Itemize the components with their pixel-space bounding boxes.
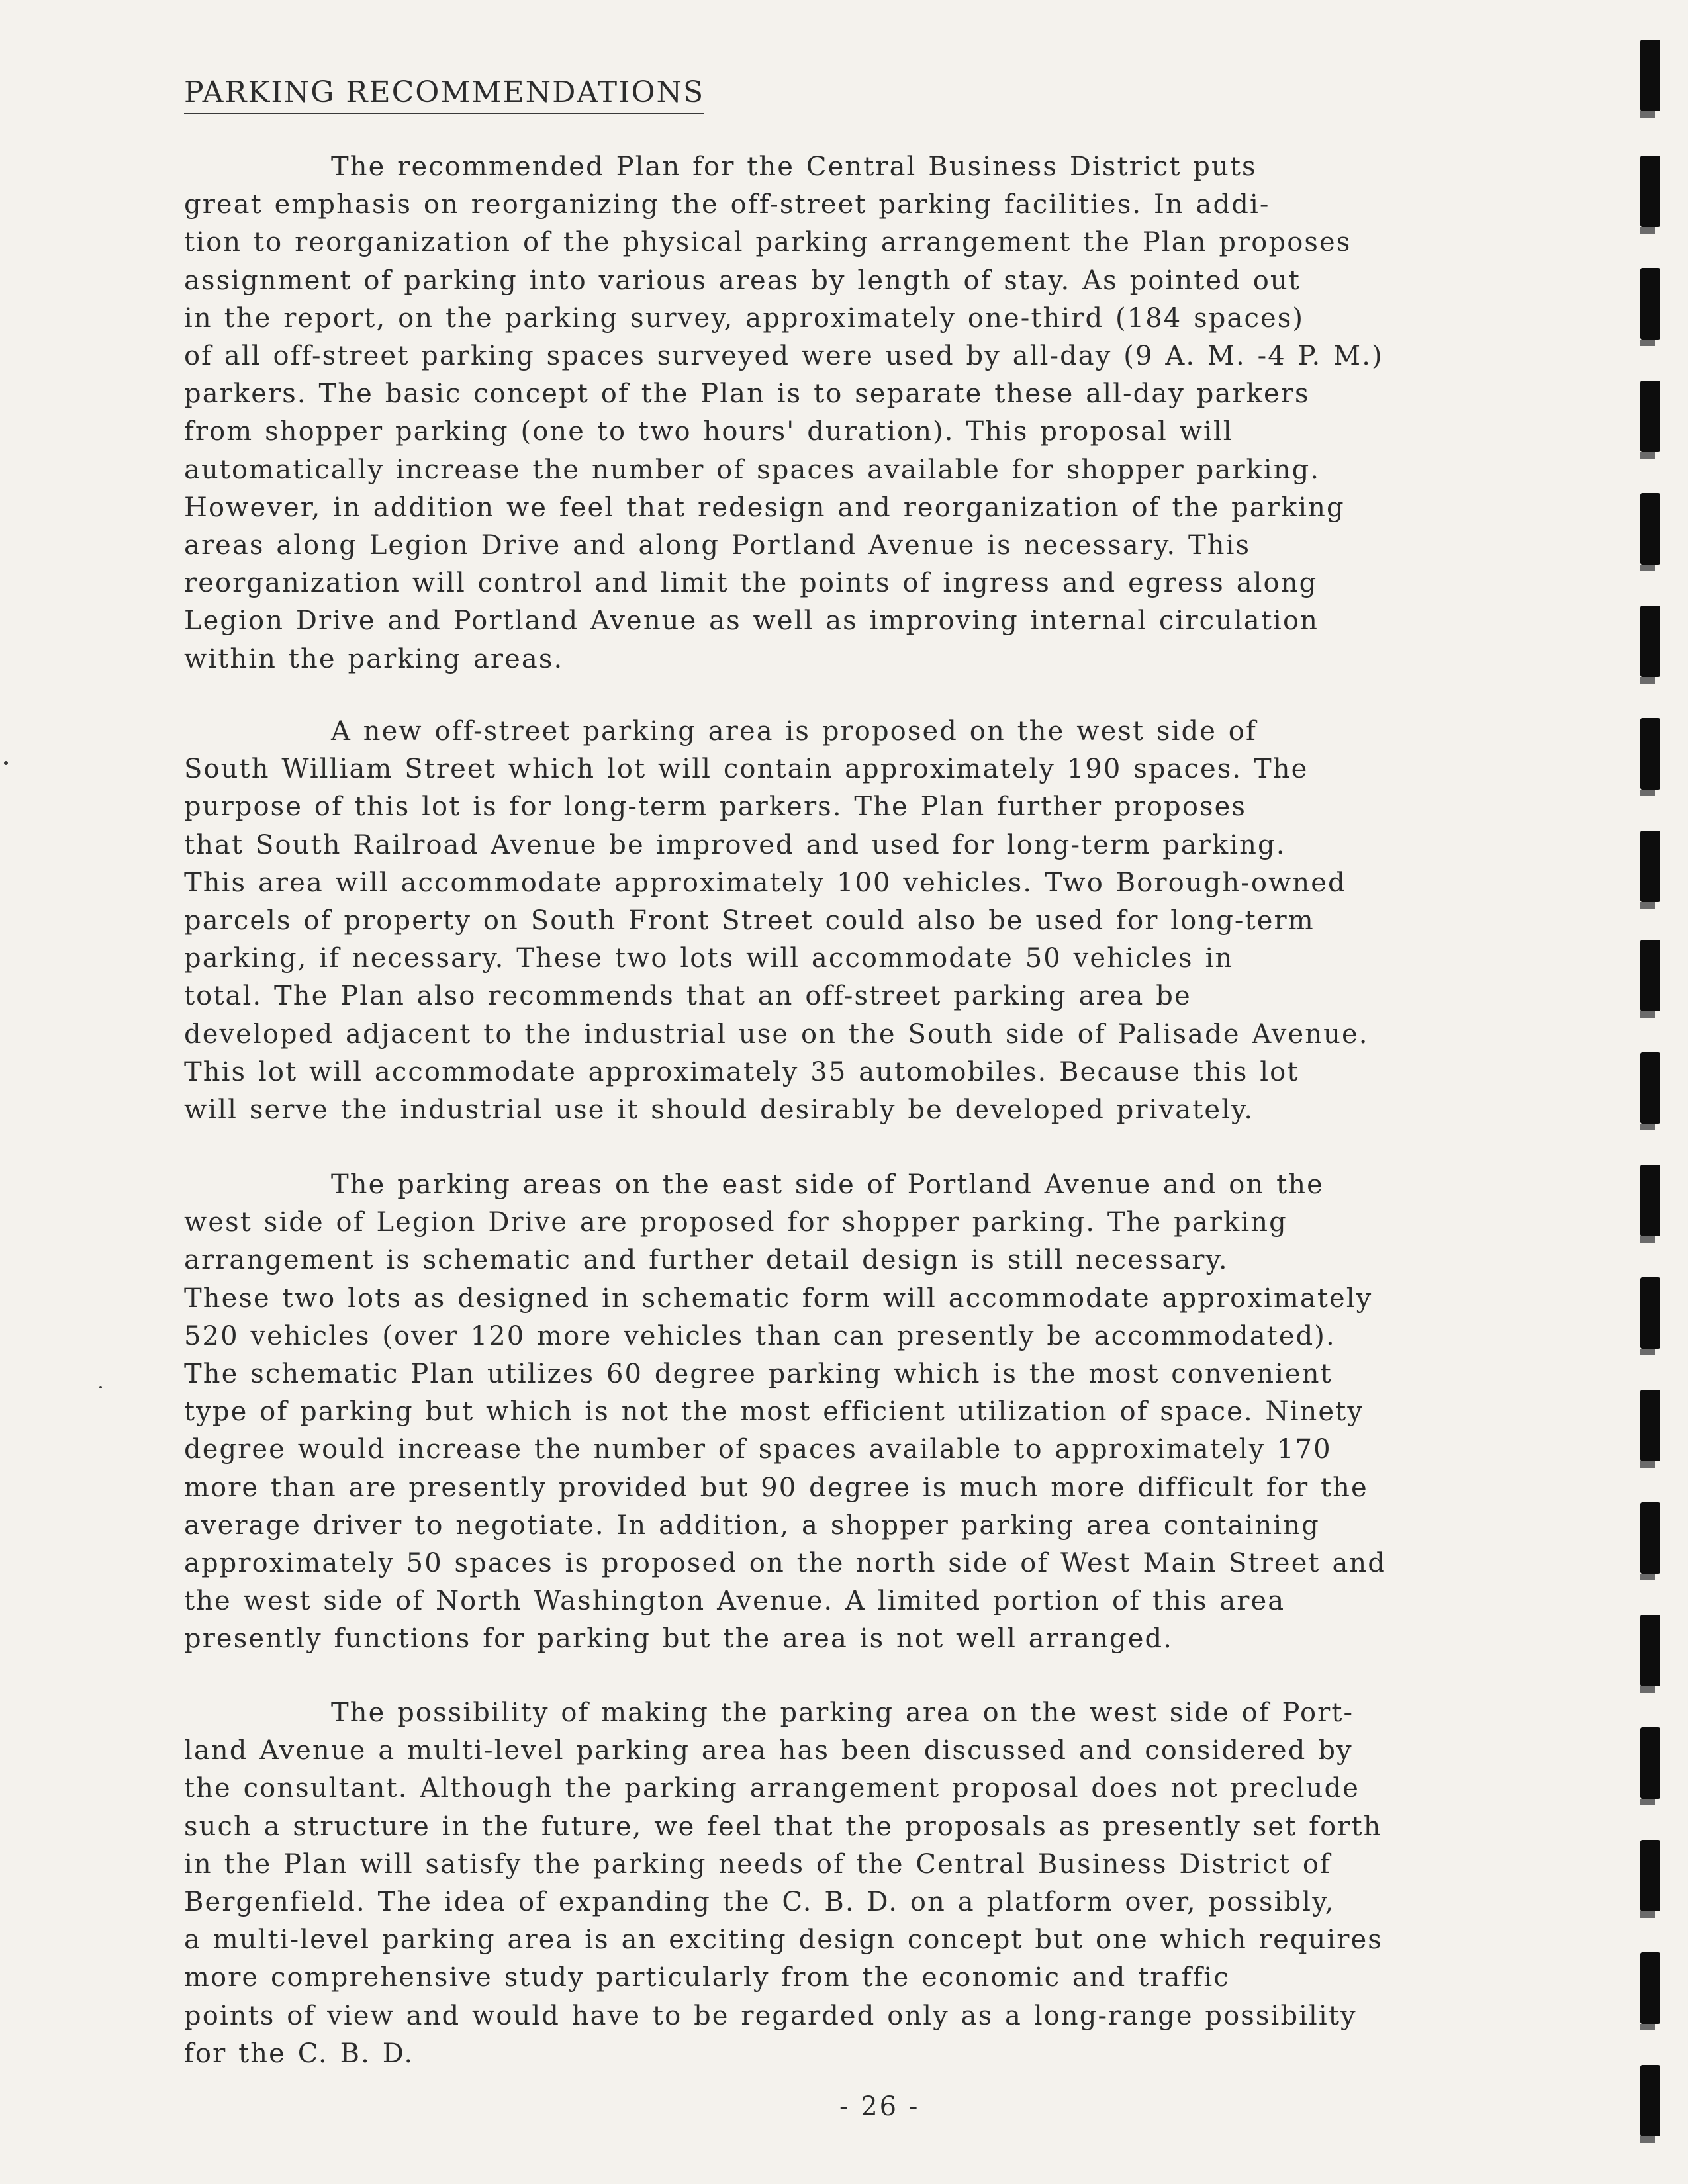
text-line: 520 vehicles (over 120 more vehicles than can presently be accommodated). [184, 1320, 1336, 1351]
paragraph-4 [184, 1694, 1515, 2073]
text-line: parking, if necessary. These two lots will accommodate 50 vehicles in [184, 943, 1234, 974]
text-line: A new off-street parking area is proposed on the west side of [331, 716, 1257, 747]
text-line: This lot will accommodate approximately 35 automobiles. Because this lot [184, 1056, 1299, 1087]
text-line: type of parking but which is not the most efficient utilization of space. Ninety [184, 1396, 1364, 1428]
text-line: These two lots as designed in schematic form will accommodate approximately [184, 1283, 1373, 1314]
text-line: Bergenfield. The idea of expanding the C. B. D. on a platform over, possibly, [184, 1887, 1335, 1918]
text-line: a multi-level parking area is an exciting design concept but one which requires [184, 1925, 1383, 1956]
binding-hole [1640, 1502, 1660, 1574]
binding-hole [1640, 156, 1660, 227]
binding-hole [1640, 1840, 1660, 1911]
text-line: The recommended Plan for the Central Business District puts [331, 152, 1257, 182]
text-line: parkers. The basic concept of the Plan is to separate these all-day parkers [184, 379, 1310, 410]
text-line: within the parking areas. [184, 643, 564, 674]
binding-hole [1640, 1952, 1660, 2024]
text-line: total. The Plan also recommends that an off-street parking area be [184, 981, 1192, 1012]
binding-hole [1640, 831, 1660, 902]
binding-hole [1640, 1390, 1660, 1461]
text-line: degree would increase the number of spaces available to approximately 170 [184, 1434, 1332, 1465]
binding-hole [1640, 1615, 1660, 1686]
text-line: the west side of North Washington Avenue. A limited portion of this area [184, 1586, 1286, 1617]
text-line: land Avenue a multi-level parking area has been discussed and considered by [184, 1735, 1353, 1766]
text-line: will serve the industrial use it should desirably be developed privately. [184, 1095, 1254, 1126]
text-line: tion to reorganization of the physical parking arrangement the Plan proposes [184, 227, 1352, 258]
text-line: This area will accommodate approximately 100 vehicles. Two Borough-owned [184, 867, 1346, 898]
paragraph-3 [184, 1166, 1515, 1659]
binding-hole [1640, 493, 1660, 565]
text-line: arrangement is schematic and further detail design is still necessary. [184, 1245, 1229, 1276]
text-line: assignment of parking into various areas by length of stay. As pointed out [184, 265, 1301, 296]
binding-hole [1640, 40, 1660, 111]
binding-hole [1640, 1277, 1660, 1349]
text-line: The parking areas on the east side of Portland Avenue and on the [331, 1169, 1324, 1200]
text-line: developed adjacent to the industrial use on the South side of Palisade Avenue. [184, 1019, 1369, 1050]
binding-hole [1640, 1727, 1660, 1799]
text-line: more than are presently provided but 90 degree is much more difficult for the [184, 1472, 1368, 1503]
text-line: However, in addition we feel that redesign and reorganization of the parking [184, 492, 1345, 523]
text-line: presently functions for parking but the area is not well arranged. [184, 1623, 1173, 1655]
text-line: the consultant. Although the parking arrangement proposal does not preclude [184, 1773, 1360, 1804]
binding-hole [1640, 606, 1660, 677]
text-line: of all off-street parking spaces surveyed were used by all-day (9 A. M. -4 P. M.) [184, 341, 1383, 372]
text-line: purpose of this lot is for long-term parkers. The Plan further proposes [184, 792, 1247, 823]
text-line: reorganization will control and limit the points of ingress and egress along [184, 568, 1318, 599]
binding-hole [1640, 940, 1660, 1011]
text-line: such a structure in the future, we feel that the proposals as presently set forth [184, 1811, 1382, 1842]
page-number: - 26 - [839, 2091, 920, 2122]
text-line: areas along Legion Drive and along Portland Avenue is necessary. This [184, 530, 1251, 561]
binding-hole [1640, 1165, 1660, 1236]
text-line: more comprehensive study particularly from the economic and traffic [184, 1962, 1230, 1993]
text-line: for the C. B. D. [184, 2038, 414, 2069]
text-line: great emphasis on reorganizing the off-street parking facilities. In addi- [184, 189, 1270, 220]
text-line: automatically increase the number of spaces available for shopper parking. [184, 454, 1321, 485]
scan-speck [4, 761, 8, 765]
text-line: in the Plan will satisfy the parking needs of the Central Business District of [184, 1848, 1331, 1880]
section-heading: PARKING RECOMMENDATIONS [184, 74, 704, 114]
binding-hole [1640, 268, 1660, 340]
binding-hole [1640, 1052, 1660, 1124]
text-line: west side of Legion Drive are proposed for shopper parking. The parking [184, 1207, 1288, 1238]
text-line: in the report, on the parking survey, approximately one-third (184 spaces) [184, 302, 1305, 334]
paragraph-2 [184, 713, 1515, 1129]
spiral-binding [1635, 0, 1688, 2184]
scan-speck [99, 1386, 102, 1388]
text-line: average driver to negotiate. In addition, a shopper parking area containing [184, 1510, 1320, 1541]
binding-hole [1640, 718, 1660, 790]
text-line: The schematic Plan utilizes 60 degree parking which is the most convenient [184, 1359, 1333, 1390]
text-line: Legion Drive and Portland Avenue as well as improving internal circulation [184, 606, 1319, 637]
text-line: South William Street which lot will contain approximately 190 spaces. The [184, 754, 1309, 785]
text-line: parcels of property on South Front Street could also be used for long-term [184, 905, 1315, 936]
paragraph-1 [184, 148, 1515, 678]
binding-hole [1640, 381, 1660, 452]
text-line: The possibility of making the parking area on the west side of Port- [331, 1698, 1354, 1728]
text-line: approximately 50 spaces is proposed on the north side of West Main Street and [184, 1548, 1386, 1579]
text-line: from shopper parking (one to two hours' duration). This proposal will [184, 416, 1233, 447]
text-line: that South Railroad Avenue be improved and used for long-term parking. [184, 829, 1286, 860]
text-line: points of view and would have to be regarded only as a long-range possibility [184, 2000, 1357, 2031]
binding-hole [1640, 2065, 1660, 2136]
